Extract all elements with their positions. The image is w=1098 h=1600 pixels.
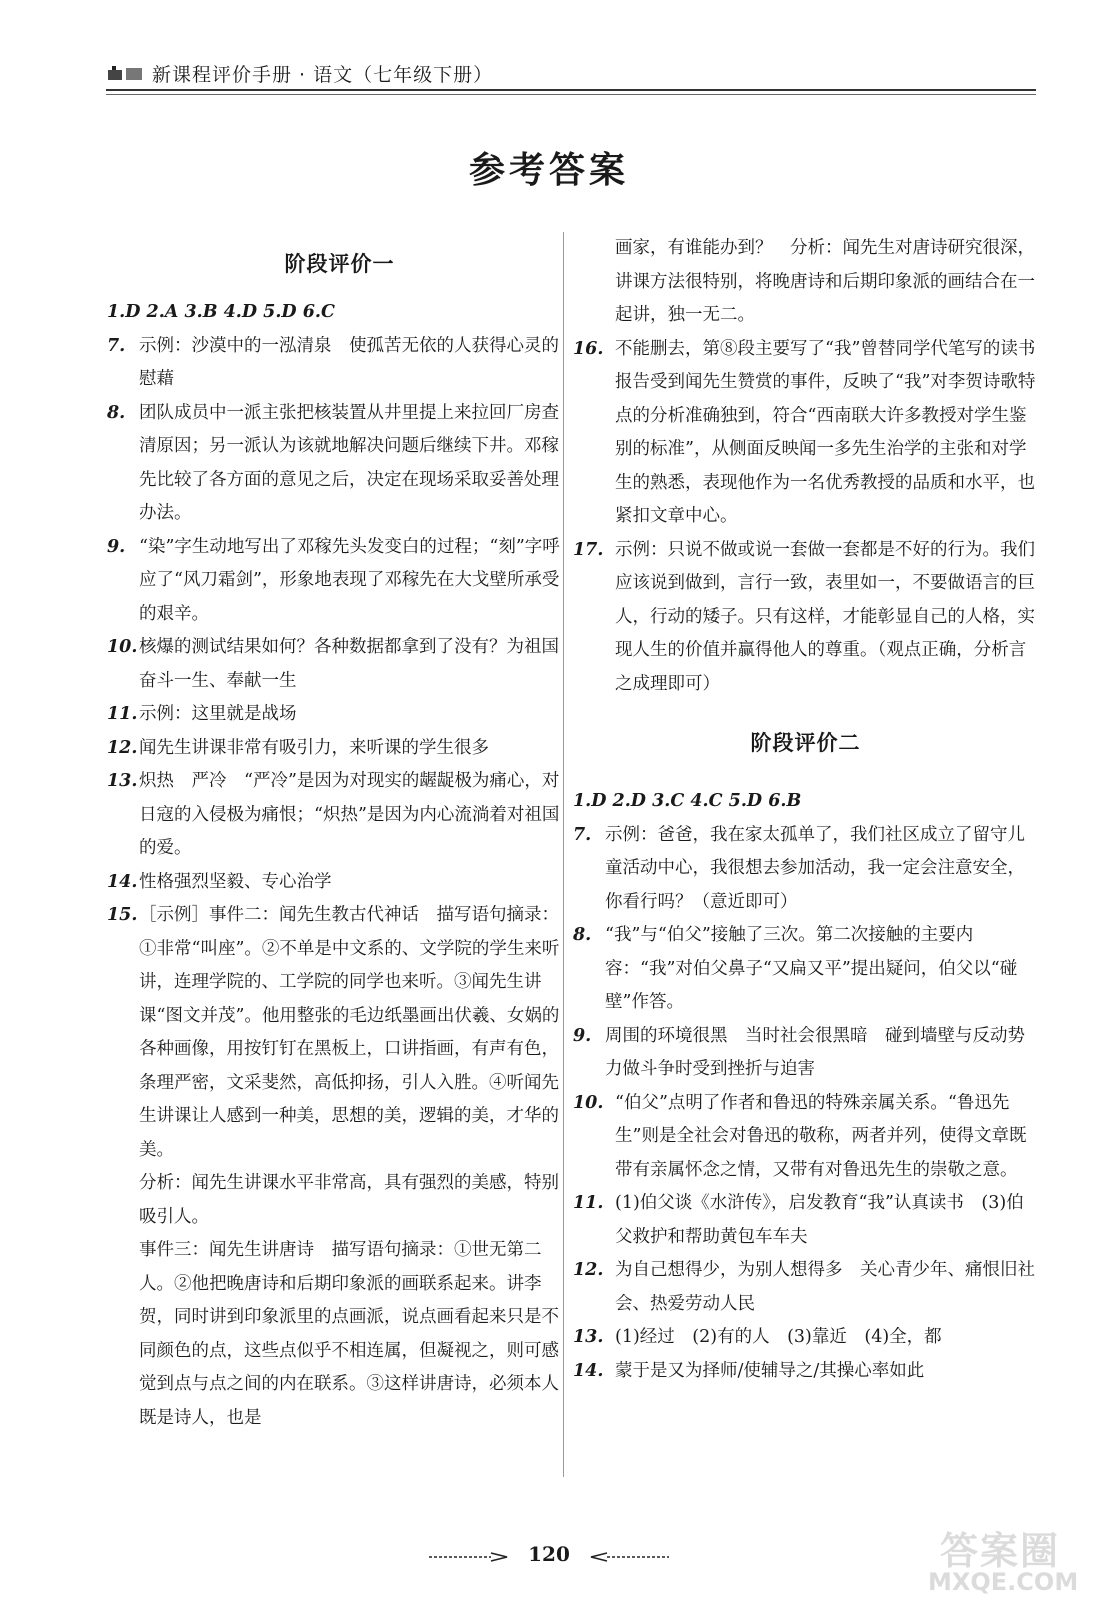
answer-text: 周围的环境很黑 当时社会很黑暗 碰到墙壁与反动势力做斗争时受到挫折与迫害 bbox=[605, 1025, 1025, 1079]
publisher-logo-icon bbox=[106, 64, 146, 84]
item-number: 16. bbox=[573, 338, 604, 359]
site-watermark bbox=[918, 1520, 1098, 1600]
answer-item bbox=[107, 330, 572, 397]
answer-item bbox=[573, 1321, 1038, 1355]
item-number: 11. bbox=[107, 704, 138, 724]
answer-continuation: 分析：闻先生讲课水平非常高，具有强烈的美感，特别吸引人。 bbox=[139, 1173, 559, 1227]
item-number: 13. bbox=[573, 1327, 604, 1347]
answer-item bbox=[573, 333, 1038, 534]
item-number: 14. bbox=[107, 871, 138, 892]
item-number: 10. bbox=[573, 1092, 604, 1113]
answer-text: 性格强烈坚毅、专心治学 bbox=[139, 871, 332, 892]
answer-item bbox=[107, 765, 572, 866]
answer-item bbox=[107, 899, 572, 1167]
answer-item bbox=[573, 1187, 1038, 1254]
answer-text: 示例：这里就是战场 bbox=[139, 704, 297, 724]
answer-item bbox=[107, 397, 572, 531]
answer-item bbox=[573, 919, 1038, 1020]
answer-item bbox=[573, 1254, 1038, 1321]
answer-continuation: 画家，有谁能办到？ 分析：闻先生对唐诗研究很深，讲课方法很特别，将晚唐诗和后期印象派的画结合在一起讲，独一无二。 bbox=[615, 238, 1035, 325]
answer-text: “伯父”点明了作者和鲁迅的特殊亲属关系。“鲁迅先生”则是全社会对鲁迅的敬称，两者并列，使得文章既带有亲属怀念之情，又带有对鲁迅先生的崇敬之意。 bbox=[615, 1092, 1027, 1180]
watermark-url: MXQE.COM bbox=[928, 1568, 1079, 1596]
answer-text: ［示例］事件二：闻先生教古代神话 描写语句摘录：①非常“叫座”。②不单是中文系的、文学院的学生来听讲，连理学院的、工学院的同学也来听。③闻先生讲课“图文并茂”。他用整张的毛边纸墨画出伏羲、女娲的各种画像，用按钉钉在黑板上，口讲指画，有声有色，条理严密，文采斐然，高低抑扬，引人入胜。④听闻先生讲课让人感到一种美，思想的美，逻辑的美，才华的美。 bbox=[139, 905, 560, 1160]
answer-text: (1)伯父谈《水浒传》，启发教育“我”认真读书 (3)伯父救护和帮助黄包车车夫 bbox=[615, 1193, 1024, 1247]
answer-text: 示例：沙漠中的一泓清泉 使孤苦无依的人获得心灵的慰藉 bbox=[139, 335, 559, 389]
answer-item bbox=[573, 1087, 1038, 1188]
answer-item bbox=[107, 531, 572, 632]
answer-item bbox=[573, 1355, 1038, 1389]
item-number: 9. bbox=[573, 1025, 592, 1046]
section-heading-2: 阶段评价二 bbox=[750, 731, 861, 755]
answer-text: “染”字生动地写出了邓稼先头发变白的过程；“刻”字呼应了“风刀霜剑”，形象地表现了邓稼先在大戈壁所承受的艰辛。 bbox=[139, 536, 560, 624]
answer-text: “我”与“伯父”接触了三次。第二次接触的主要内容：“我”对伯父鼻子“又扁又平”提出疑问，伯父以“碰壁”作答。 bbox=[605, 925, 1018, 1012]
right-column bbox=[573, 232, 1038, 1388]
answer-item bbox=[573, 819, 1038, 920]
answer-item bbox=[107, 698, 572, 732]
header-rule bbox=[106, 89, 1036, 91]
header-rule-thin bbox=[106, 94, 1036, 95]
answer-text: 炽热 严冷 “严冷”是因为对现实的龌龊极为痛心，对日寇的入侵极为痛恨；“炽热”是因为内心流淌着对祖国的爱。 bbox=[139, 771, 560, 858]
item-number: 8. bbox=[107, 402, 126, 423]
watermark-text: 答案圈 bbox=[940, 1529, 1061, 1573]
answer-text: 团队成员中一派主张把核装置从井里提上来拉回厂房查清原因；另一派认为该就地解决问题后继续下井。邓稼先比较了各方面的意见之后，决定在现场采取妥善处理办法。 bbox=[139, 402, 559, 523]
answer-item bbox=[573, 534, 1038, 702]
answer-choice-line: 1.D 2.A 3.B 4.D 5.D 6.C bbox=[107, 302, 335, 322]
item-number: 7. bbox=[107, 335, 126, 356]
left-ornament-icon bbox=[429, 1552, 509, 1562]
answer-text: 蒙于是又为择师/使辅导之/其操心率如此 bbox=[615, 1360, 925, 1381]
running-header bbox=[106, 58, 1036, 92]
answer-item bbox=[573, 1020, 1038, 1087]
answer-item bbox=[107, 732, 572, 766]
item-number: 7. bbox=[573, 824, 592, 845]
section-heading-1: 阶段评价一 bbox=[284, 252, 395, 276]
answer-text: (1)经过 (2)有的人 (3)靠近 (4)全，都 bbox=[615, 1327, 942, 1347]
answer-choice-line: 1.D 2.D 3.C 4.C 5.D 6.B bbox=[573, 791, 802, 811]
answer-item bbox=[107, 866, 572, 900]
item-number: 14. bbox=[573, 1360, 604, 1381]
page-number: 120 bbox=[528, 1542, 570, 1566]
answer-continuation: 事件三：闻先生讲唐诗 描写语句摘录：①世无第二人。②他把晚唐诗和后期印象派的画联系起来。讲李贺，同时讲到印象派里的点画派，说点画看起来只是不同颜色的点，这些点似乎不相连属，但凝视之，则可感觉到点与点之间的内在联系。③这样讲唐诗，必须本人既是诗人，也是 bbox=[139, 1240, 559, 1428]
item-number: 8. bbox=[573, 925, 592, 945]
item-number: 12. bbox=[107, 737, 138, 758]
item-number: 13. bbox=[107, 771, 138, 791]
item-number: 15. bbox=[107, 905, 138, 925]
answer-text: 不能删去，第⑧段主要写了“我”曾替同学代笔写的读书报告受到闻先生赞赏的事件，反映了“我”对李贺诗歌特点的分析准确独到，符合“西南联大许多教授对学生鉴别的标准”，从侧面反映闻一多先生治学的主张和对学生的熟悉，表现他作为一名优秀教授的品质和水平，也紧扣文章中心。 bbox=[615, 338, 1036, 526]
answer-item bbox=[573, 785, 1038, 819]
item-number: 9. bbox=[107, 536, 126, 557]
right-ornament-icon bbox=[589, 1552, 669, 1562]
answer-text: 示例：爸爸，我在家太孤单了，我们社区成立了留守儿童活动中心，我很想去参加活动，我一定会注意安全，你看行吗？（意近即可） bbox=[605, 824, 1025, 912]
item-number: 12. bbox=[573, 1260, 604, 1280]
item-number: 11. bbox=[573, 1193, 604, 1213]
left-column bbox=[107, 232, 572, 1435]
answer-text: 闻先生讲课非常有吸引力，来听课的学生很多 bbox=[139, 737, 489, 758]
answer-text: 核爆的测试结果如何？各种数据都拿到了没有？为祖国奋斗一生、奉献一生 bbox=[139, 637, 559, 691]
answer-text: 为自己想得少，为别人想得多 关心青少年、痛恨旧社会、热爱劳动人民 bbox=[615, 1260, 1035, 1314]
item-number: 17. bbox=[573, 539, 604, 560]
answer-text: 示例：只说不做或说一套做一套都是不好的行为。我们应该说到做到，言行一致，表里如一，不要做语言的巨人，行动的矮子。只有这样，才能彰显自己的人格，实现人生的价值并赢得他人的尊重。（观点正确，分析言之成理即可） bbox=[615, 539, 1035, 694]
page-title: 参考答案 bbox=[468, 150, 629, 191]
header-title: 新课程评价手册 · 语文（七年级下册） bbox=[152, 64, 494, 86]
item-number: 10. bbox=[107, 637, 138, 657]
answer-item bbox=[107, 631, 572, 698]
answer-item bbox=[107, 296, 572, 330]
